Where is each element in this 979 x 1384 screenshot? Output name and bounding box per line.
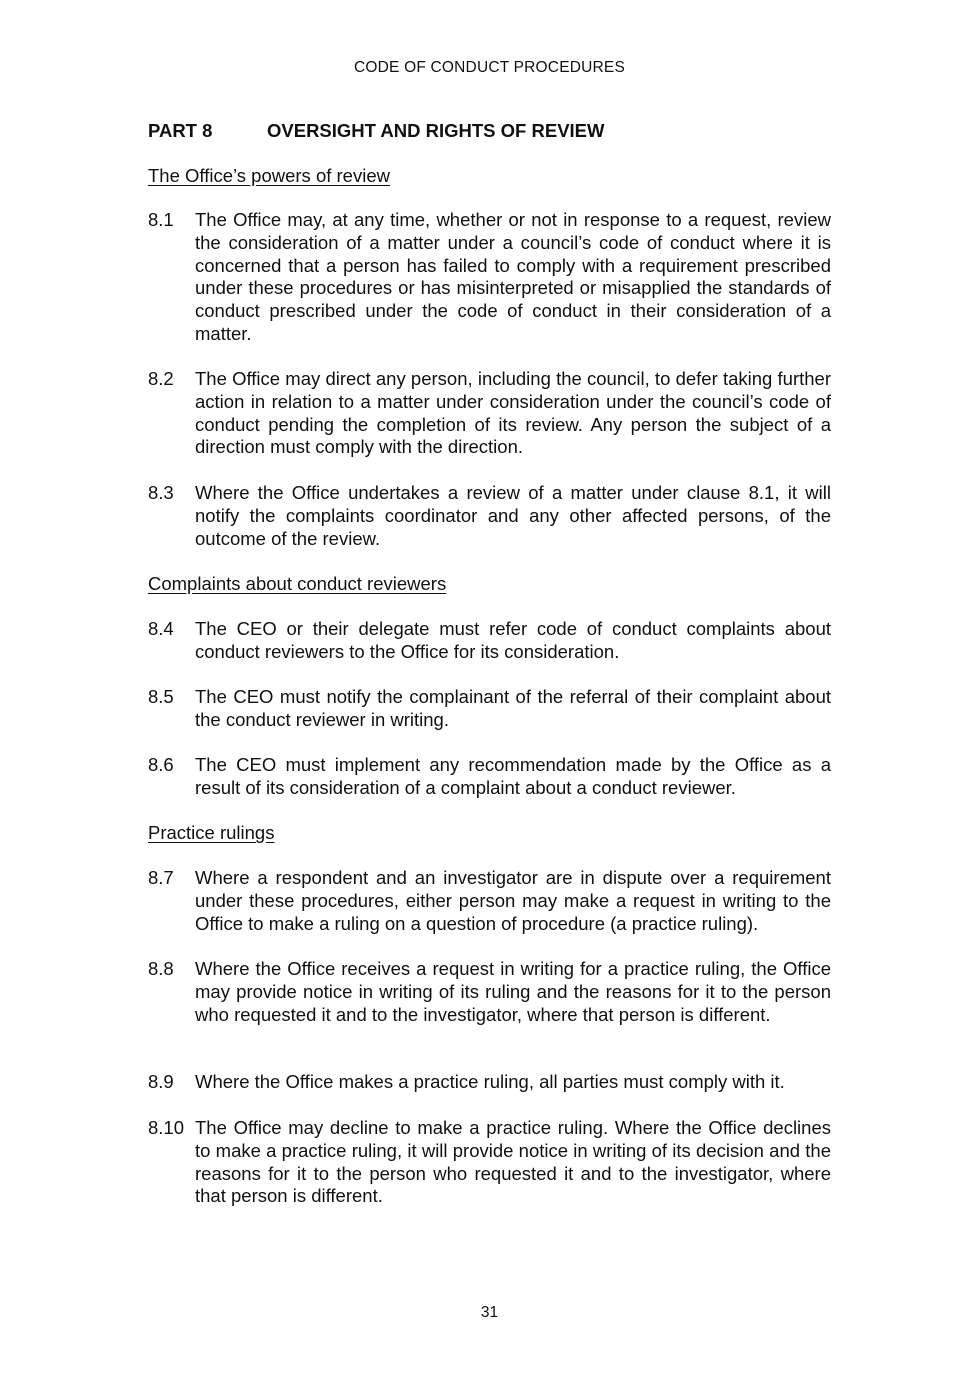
clause-number: 8.1	[148, 209, 174, 230]
section-heading-practice-rulings: Practice rulings	[148, 822, 275, 843]
section-heading-complaints-about-conduct-reviewers: Complaints about conduct reviewers	[148, 573, 447, 594]
clause-text: The CEO must implement any recommendation made by the Office as a result of its consideration of a complaint about a conduct reviewer.	[195, 754, 831, 798]
clause-8-9	[148, 1071, 831, 1094]
clause-text: The CEO or their delegate must refer code of conduct complaints about conduct reviewers to the Office for its consideration.	[195, 618, 831, 662]
clause-number: 8.6	[148, 754, 174, 775]
clause-8-6	[148, 754, 831, 800]
clause-text: The Office may direct any person, including the council, to defer taking further action in relation to a matter under consideration under the council’s code of conduct pending the completion of its review. Any person the subject of a direction must comply with the direction.	[195, 368, 831, 458]
clause-text: Where the Office receives a request in writing for a practice ruling, the Office may provide notice in writing of its ruling and the reasons for it to the person who requested it and to the investigator, where that person is different.	[195, 958, 831, 1025]
clause-8-2	[148, 368, 831, 459]
clause-number: 8.3	[148, 482, 174, 503]
clause-text: The Office may decline to make a practice ruling. Where the Office declines to make a practice ruling, it will provide notice in writing of its decision and the reasons for it to the person who requested it and to the investigator, where that person is different.	[195, 1117, 831, 1207]
clause-text: The CEO must notify the complainant of the referral of their complaint about the conduct reviewer in writing.	[195, 686, 831, 730]
clause-8-3	[148, 482, 831, 550]
page-number: 31	[480, 1304, 499, 1321]
clause-8-7	[148, 867, 831, 935]
clause-text: Where the Office undertakes a review of a matter under clause 8.1, it will notify the complaints coordinator and any other affected persons, of the outcome of the review.	[195, 482, 831, 549]
clause-number: 8.5	[148, 686, 174, 707]
section-heading-powers-of-review: The Office’s powers of review	[148, 165, 390, 186]
clause-8-4	[148, 618, 831, 664]
running-header: CODE OF CONDUCT PROCEDURES	[353, 59, 626, 76]
clause-8-5	[148, 686, 831, 732]
clause-text: The Office may, at any time, whether or not in response to a request, review the consideration of a matter under a council’s code of conduct where it is concerned that a person has failed to comply with a requirement prescribed under these procedures or has misinterpreted or misapplied the standards of conduct prescribed under the code of conduct in their consideration of a matter.	[195, 209, 831, 344]
part-title: OVERSIGHT AND RIGHTS OF REVIEW	[267, 120, 605, 141]
clause-8-10	[148, 1117, 831, 1208]
clause-8-8	[148, 958, 831, 1026]
clause-text: Where the Office makes a practice ruling, all parties must comply with it.	[195, 1071, 785, 1092]
clause-number: 8.7	[148, 867, 174, 888]
clause-number: 8.9	[148, 1071, 174, 1092]
clause-number: 8.2	[148, 368, 174, 389]
clause-number: 8.10	[148, 1117, 185, 1138]
part-number: PART 8	[148, 120, 213, 141]
part-heading	[148, 120, 604, 142]
clause-number: 8.8	[148, 958, 174, 979]
clause-8-1	[148, 209, 831, 346]
clause-number: 8.4	[148, 618, 174, 639]
clause-text: Where a respondent and an investigator are in dispute over a requirement under these procedures, either person may make a request in writing to the Office to make a ruling on a question of procedure (a practice ruling).	[195, 867, 831, 934]
